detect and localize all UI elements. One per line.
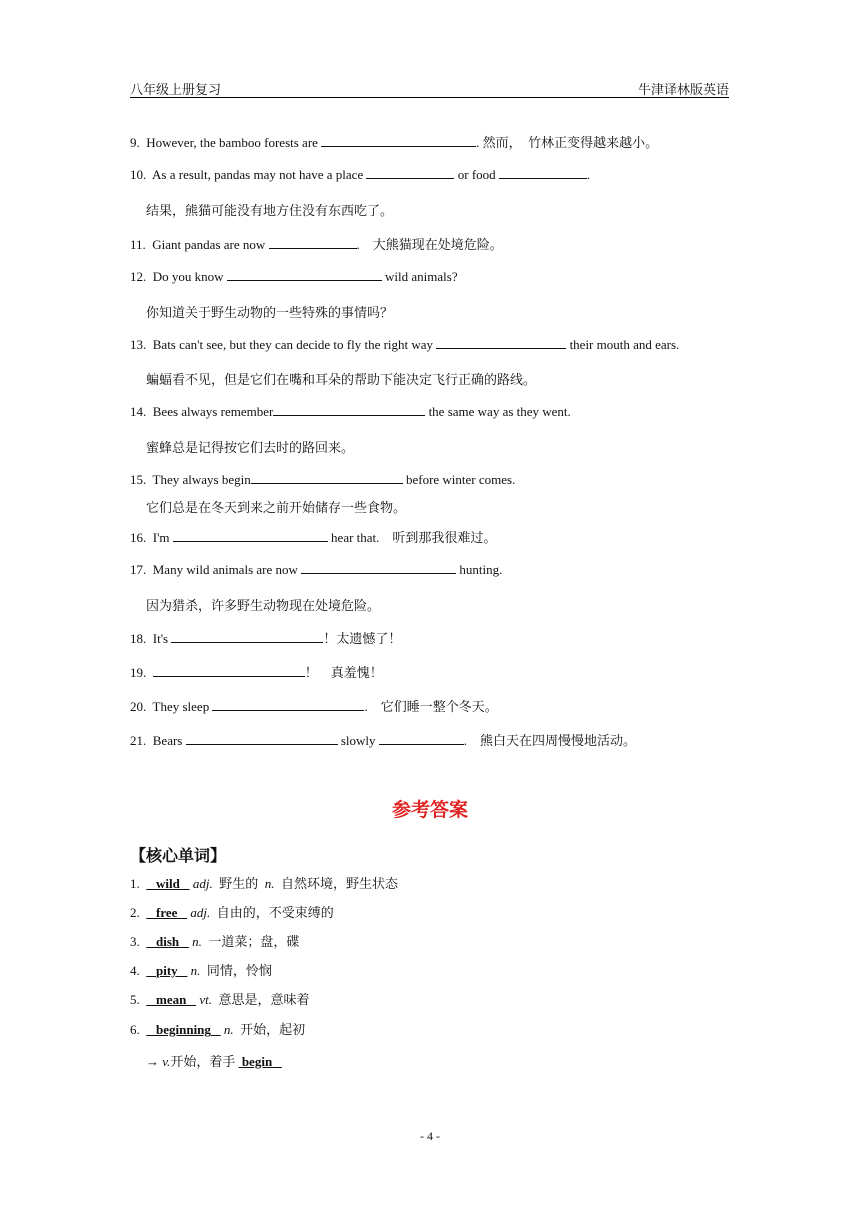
part-of-speech: adj.	[192, 876, 213, 891]
exercise-13	[130, 336, 679, 353]
answer-blank	[366, 166, 454, 179]
exercise-9	[130, 132, 658, 151]
page-header-left: 八年级上册复习	[130, 82, 222, 97]
exercise-11	[130, 234, 503, 253]
part-of-speech: adj.	[190, 905, 211, 920]
vocab-meaning: 意思是，意味着	[218, 992, 310, 1007]
exercise-text: ！ 真羞愧！	[304, 665, 383, 680]
answer-blank	[301, 561, 456, 574]
part-of-speech: n.	[192, 934, 202, 949]
answer-blank	[499, 166, 587, 179]
exercise-translation: 结果，熊猫可能没有地方住没有东西吃了。	[146, 203, 394, 218]
answers-title: 参考答案	[391, 800, 468, 821]
vocab-number: 4.	[130, 963, 140, 978]
exercise-translation: 因为猎杀，许多野生动物现在处境危险。	[146, 598, 381, 613]
vocab-meaning: 开始，起初	[240, 1022, 306, 1037]
vocab-item	[130, 902, 334, 921]
exercise-number: 15.	[130, 472, 147, 487]
vocab-item	[130, 873, 398, 892]
answer-blank	[171, 630, 323, 643]
exercise-text: They sleep	[152, 699, 213, 714]
exercise-text: ！太遗憾了！	[323, 631, 402, 646]
answer-blank	[273, 403, 425, 416]
exercise-number: 20.	[130, 699, 147, 714]
vocab-item	[130, 989, 310, 1008]
vocab-number: 5.	[130, 992, 140, 1007]
vocab-number: 3.	[130, 934, 140, 949]
vocab-answer: free	[156, 905, 178, 920]
answer-blank	[173, 529, 328, 542]
part-of-speech: n.	[264, 876, 275, 891]
exercise-number: 9.	[130, 135, 140, 150]
exercise-text: They always begin	[152, 472, 251, 487]
section-title: 【核心单词】	[130, 848, 227, 865]
exercise-text: . 它们睡一整个冬天。	[364, 699, 498, 714]
page-number: - 4 -	[420, 1129, 440, 1143]
exercise-text: slowly	[337, 733, 379, 748]
exercise-text: It's	[152, 631, 172, 646]
exercise-text: hunting.	[456, 562, 503, 577]
part-of-speech: n.	[190, 963, 201, 978]
exercise-translation: 你知道关于野生动物的一些特殊的事情吗？	[146, 305, 394, 320]
answer-blank	[379, 732, 464, 745]
exercise-text: the same way as they went.	[425, 404, 571, 419]
answer-blank	[153, 664, 305, 677]
vocab-meaning: 自然环境，野生状态	[280, 876, 398, 891]
exercise-translation: 蝙蝠看不见，但是它们在嘴和耳朵的帮助下能决定飞行正确的路线。	[146, 372, 537, 387]
exercise-21	[130, 730, 636, 749]
vocab-derived	[146, 1051, 282, 1070]
exercise-text: . 然而， 竹林正变得越来越小。	[476, 135, 659, 150]
exercise-10	[130, 166, 590, 183]
exercise-19	[130, 662, 383, 681]
header-rule	[130, 97, 729, 98]
exercise-number: 18.	[130, 631, 147, 646]
exercise-text: Do you know	[152, 269, 227, 284]
exercise-text: Bears	[152, 733, 186, 748]
vocab-meaning: 自由的，不受束缚的	[216, 905, 334, 920]
vocab-meaning: 野生的	[219, 876, 259, 891]
vocab-number: 6.	[130, 1022, 140, 1037]
exercise-text: Giant pandas are now	[152, 237, 269, 252]
exercise-text: However, the bamboo forests are	[146, 135, 322, 150]
answer-blank	[436, 336, 566, 349]
exercise-number: 16.	[130, 530, 147, 545]
exercise-text: Bats can't see, but they can decide to fly the right way	[152, 337, 437, 352]
vocab-answer: mean	[156, 992, 187, 1007]
exercise-number: 14.	[130, 404, 147, 419]
exercise-number: 13.	[130, 337, 147, 352]
vocab-answer: pity	[156, 963, 178, 978]
exercise-number: 10.	[130, 167, 147, 182]
exercise-text: Bees always remember	[152, 404, 274, 419]
vocab-item	[130, 931, 299, 950]
exercise-18	[130, 628, 401, 647]
exercise-number: 21.	[130, 733, 147, 748]
vocab-number: 1.	[130, 876, 140, 891]
vocab-answer: dish	[156, 934, 180, 949]
part-of-speech: v.	[162, 1054, 171, 1069]
part-of-speech: n.	[223, 1022, 234, 1037]
answer-blank	[212, 698, 364, 711]
exercise-16	[130, 527, 496, 546]
exercise-number: 11.	[130, 237, 146, 252]
page-header-right: 牛津译林版英语	[637, 82, 729, 97]
part-of-speech: vt.	[199, 992, 212, 1007]
exercise-17	[130, 561, 502, 578]
exercise-15	[130, 471, 515, 488]
exercise-text: hear that. 听到那我很难过。	[327, 530, 497, 545]
exercise-text: I'm	[152, 530, 173, 545]
vocab-item	[130, 960, 272, 979]
arrow-icon: →	[146, 1054, 159, 1069]
vocab-meaning: 开始，着手	[170, 1054, 236, 1069]
exercise-text: their mouth and ears.	[566, 337, 680, 352]
exercise-number: 12.	[130, 269, 147, 284]
exercise-translation: 蜜蜂总是记得按它们去时的路回来。	[146, 440, 355, 455]
exercise-translation: 它们总是在冬天到来之前开始储存一些食物。	[146, 500, 407, 515]
answer-blank	[227, 268, 382, 281]
exercise-text: .	[586, 167, 591, 182]
vocab-number: 2.	[130, 905, 140, 920]
exercise-text: wild animals?	[381, 269, 458, 284]
answer-blank	[186, 732, 338, 745]
exercise-12	[130, 268, 458, 285]
exercise-number: 17.	[130, 562, 147, 577]
exercise-text: before winter comes.	[402, 472, 516, 487]
answer-blank	[321, 134, 476, 147]
exercise-14	[130, 403, 571, 420]
exercise-text: As a result, pandas may not have a place	[152, 167, 367, 182]
exercise-text: . 大熊猫现在处境危险。	[356, 237, 503, 252]
vocab-answer: wild	[156, 876, 180, 891]
vocab-meaning: 一道菜；盘，碟	[208, 934, 300, 949]
vocab-answer: begin	[241, 1054, 273, 1069]
exercise-20	[130, 696, 498, 715]
exercise-text: . 熊白天在四周慢慢地活动。	[463, 733, 637, 748]
vocab-meaning: 同情，怜悯	[206, 963, 272, 978]
vocab-item	[130, 1019, 305, 1038]
answer-blank	[269, 236, 357, 249]
answer-blank	[251, 471, 403, 484]
exercise-text: Many wild animals are now	[152, 562, 302, 577]
vocab-answer: beginning	[156, 1022, 211, 1037]
exercise-text: or food	[454, 167, 499, 182]
exercise-number: 19.	[130, 665, 147, 680]
